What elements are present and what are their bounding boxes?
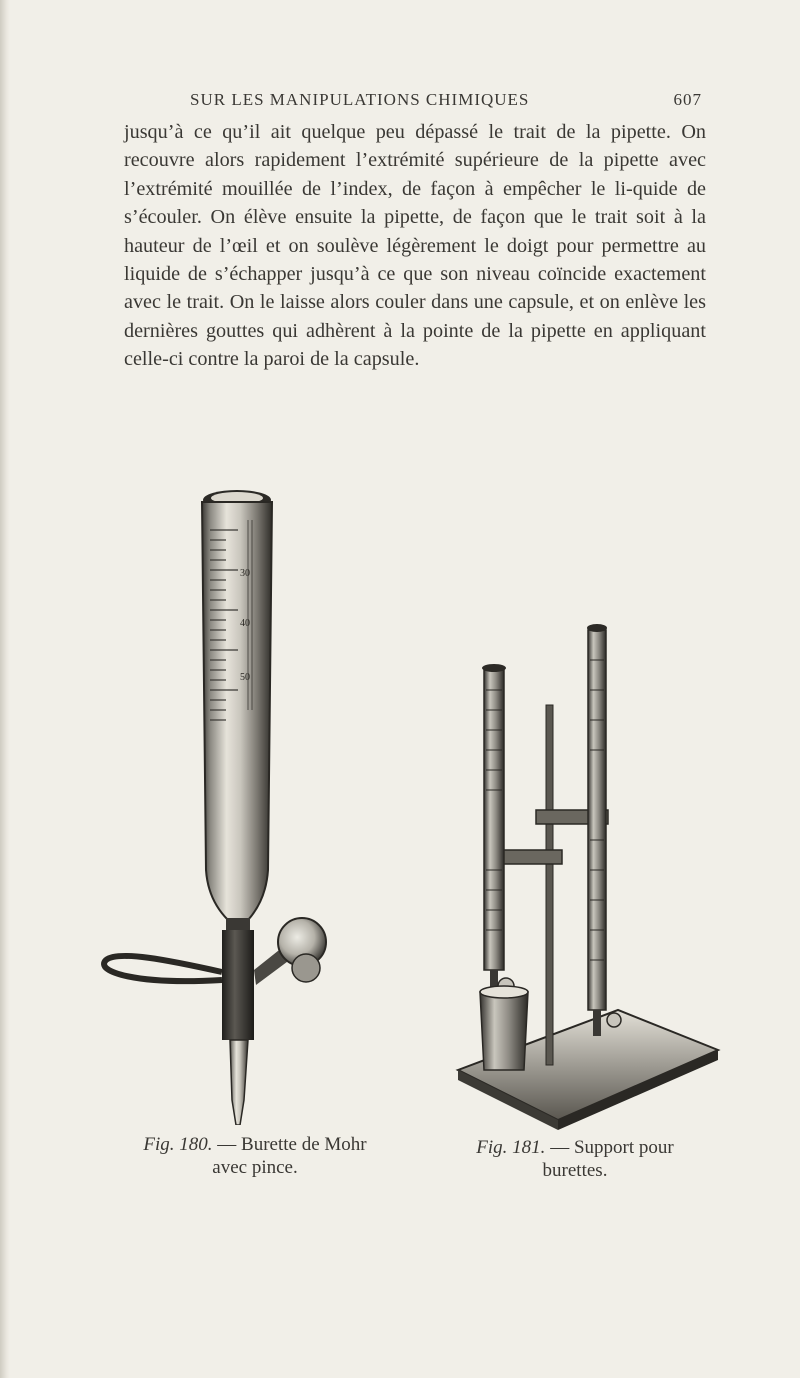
burette-stand-engraving xyxy=(418,610,738,1130)
page-number: 607 xyxy=(673,90,702,109)
figure-181-caption xyxy=(430,1136,720,1182)
figure-181-caption-line1: — Support pour xyxy=(550,1137,674,1158)
scale-mark-50: 50 xyxy=(240,672,250,683)
rubber-tube xyxy=(222,930,254,1040)
figure-180-mohr-burette xyxy=(98,480,418,1125)
page-spine-shadow xyxy=(0,0,10,1378)
pinch-clamp-wire xyxy=(104,956,222,981)
scale-mark-40: 40 xyxy=(240,618,250,629)
burette-tube xyxy=(202,502,272,920)
figure-181-label: Fig. 181. xyxy=(476,1137,546,1158)
left-burette xyxy=(484,670,504,970)
burette-glass-tip xyxy=(230,1040,248,1125)
figure-180-caption xyxy=(110,1133,400,1179)
stand-clamp-arm-lower xyxy=(502,850,562,864)
beaker xyxy=(480,992,528,1070)
figure-180-caption-line2: avec pince. xyxy=(212,1157,298,1178)
mohr-burette-engraving xyxy=(98,480,418,1125)
running-header xyxy=(190,90,702,118)
figure-180-label: Fig. 180. xyxy=(143,1134,213,1155)
scale-mark-30: 30 xyxy=(240,568,250,579)
figure-181-caption-line2: burettes. xyxy=(542,1160,608,1181)
body-paragraph: jusqu’à ce qu’il ait quelque peu dépassé le trait de la pipette. On recouvre alors rapidement l’extrémité supérieure de la pipette avec l’extrémité mouillée de l’index, de façon à empêcher le li-quide de s’écouler. On élève ensuite la pipette, de façon que le trait soit à la hauteur de l’œil et on soulève légèrement le doigt pour permettre au liquide de s’échapper jusqu’à ce que son niveau coïncide exactement avec le trait. On le laisse alors couler dans une capsule, et on enlève les dernières gouttes qui adhèrent à la pointe de la pipette en appliquant celle-ci contre la paroi de la capsule. xyxy=(124,121,706,371)
right-burette xyxy=(588,630,606,1010)
running-title: SUR LES MANIPULATIONS CHIMIQUES xyxy=(190,90,530,109)
figure-180-caption-line1: — Burette de Mohr xyxy=(217,1134,367,1155)
figure-181-burette-stand xyxy=(418,610,738,1130)
stand-rod xyxy=(546,705,553,1065)
